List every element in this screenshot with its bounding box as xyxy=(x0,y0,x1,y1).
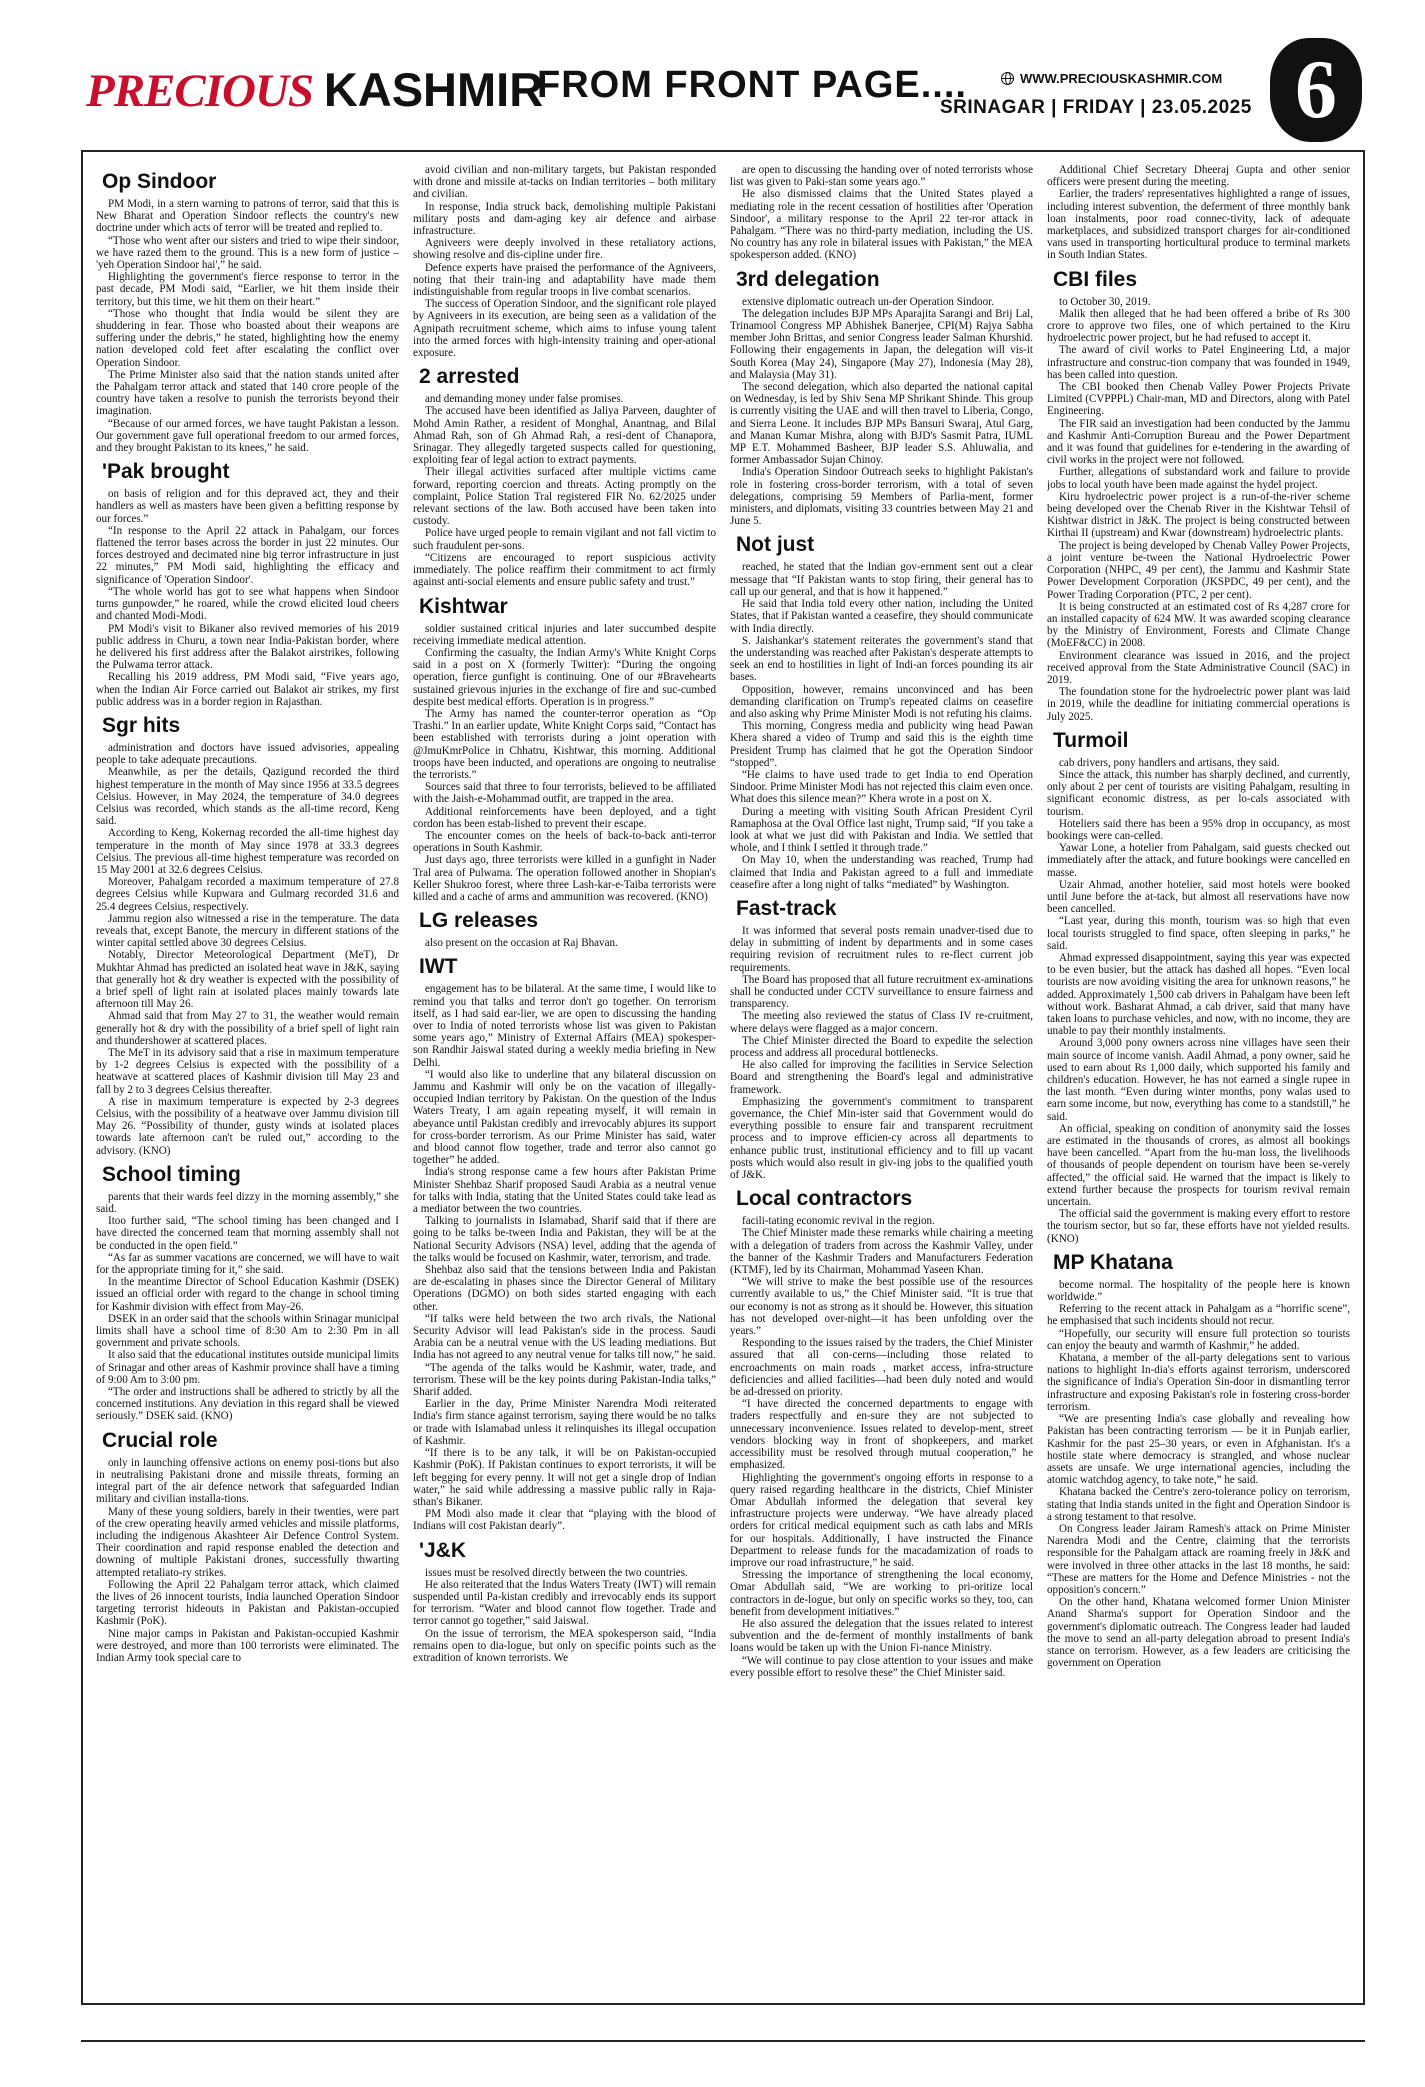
article-paragraph: S. Jaishankar's statement reiterates the government's stand that the understanding was reached after Pakistan's desperate attempts to seek an end to hostilities in light of Indi-an forces pounding its air bases. xyxy=(730,634,1033,684)
section-title: FROM FRONT PAGE.... xyxy=(537,64,967,106)
article-headline[interactable]: LG releases xyxy=(419,909,539,933)
website-url: WWW.PRECIOUSKASHMIR.COM xyxy=(1020,71,1223,86)
article-paragraph: Police have urged people to remain vigilant and not fall victim to such fraudulent per-sons. xyxy=(413,527,716,552)
article-paragraph: He also dismissed claims that the United States played a mediating role in the recent cessation of hostilities after 'Operation Sindoor', a military response to the April 22 ter-ror attack in Pahalgam. “There was no third-party mediation, including the US. No country has any role in bilateral issues with Pakistan,” the MEA spokesperson added. (KNO) xyxy=(730,188,1033,262)
article-paragraph: Talking to journalists in Islamabad, Sharif said that if there are going to be talks be-tween India and Pakistan, they will be at the National Security Advisors (NSA) level, adding that the agenda of the talks would be focused on Kashmir, water, terrorism, and trade. xyxy=(413,1215,716,1264)
article-paragraph: Yawar Lone, a hotelier from Pahalgam, said guests checked out immediately after the attack, and future bookings were cancelled en masse. xyxy=(1047,842,1350,879)
article-paragraph: On Congress leader Jairam Ramesh's attack on Prime Minister Narendra Modi and the Centre, claiming that the terrorists responsible for the Pahalgam attack are roaming freely in J&K and were involved in three other attacks in the last 18 months, he said: “These are matters for the Home and Defence Ministries - not the opposition's concern.” xyxy=(1047,1522,1350,1596)
article-paragraph: Ahmad said that from May 27 to 31, the weather would remain generally hot & dry with the possibility of a brief spell of light rain and thundershower at scattered places. xyxy=(96,1010,399,1047)
article-paragraph: Meanwhile, as per the details, Qazigund recorded the third highest temperature in the month of May since 1956 at 33.5 degrees Celsius. However, in May 2024, the temperature of 34.0 degrees Celsius was recorded, which stands as the all-time record, Keng said. xyxy=(96,766,399,828)
article-paragraph: Nine major camps in Pakistan and Pakistan-occupied Kashmir were destroyed, and more than 100 terrorists were eliminated. The Indian Army took special care to xyxy=(96,1627,399,1664)
article-paragraph: On May 10, when the understanding was reached, Trump had claimed that India and Pakistan agreed to a full and immediate ceasefire after a long night of talks “mediated” by Washington. xyxy=(730,854,1033,891)
article-paragraph: He also assured the delegation that the issues related to interest subvention and the de-ferment of monthly installments of bank loans would be taken up with the Union Fi-nance Ministry. xyxy=(730,1617,1033,1655)
article-headline[interactable]: Op Sindoor xyxy=(102,170,217,193)
article-paragraph: Just days ago, three terrorists were killed in a gunfight in Nader Tral area of Pulwama. The operation followed another in Shopian's Keller Shukroo forest, where three Lash-kar-e-Taiba terrorists were killed and a cache of arms and ammunition was recovered. (KNO) xyxy=(413,854,716,903)
article-headline[interactable]: Sgr hits xyxy=(102,713,181,737)
article-paragraph: “In response to the April 22 attack in Pahalgam, our forces flattened the terror bases across the border in just 22 minutes. Our forces destroyed and decimated nine big terror infrastructure in just 22 minutes,” PM Modi said, highlighting the efficacy and significance of 'Operation Sindoor'. xyxy=(96,524,399,586)
article-headline[interactable]: School timing xyxy=(102,1162,241,1186)
article-paragraph: Earlier, the traders' representatives highlighted a range of issues, including interest subvention, the deferment of three monthly bank loan instalments, poor road connec-tivity, lack of adequate marketplaces, and subsidized transport charges for air-conditioned vans used in transporting horticultural produce to terminal markets in South Indian States. xyxy=(1047,188,1350,262)
article-paragraph: The FIR said an investigation had been conducted by the Jammu and Kashmir Anti-Corruption Bureau and the Power Department and it was found that guidelines for e-tendering in the awarding of civil works in the project were not followed. xyxy=(1047,417,1350,467)
article-paragraph: Around 3,000 pony owners across nine villages have seen their main source of income vanish. Aadil Ahmad, a pony owner, said he used to earn about Rs 1,000 daily, which supported his family and children's education. However, he has not earned a single rupee in the last month. “Even during winter months, pony walas used to earn some income, but now, everything has come to a standstill,” he said. xyxy=(1047,1037,1350,1123)
article-paragraph: On the other hand, Khatana welcomed former Union Minister Anand Sharma's support for Operation Sindoor and the government's diplomatic outreach. The Congress leader had lauded the move to send an all-party delegation abroad to present India's stance on terrorism. However, as a few leaders are criticising the government on Operation xyxy=(1047,1596,1350,1670)
article-paragraph: issues must be resolved directly between the two countries. xyxy=(425,1566,688,1579)
article-paragraph: “Citizens are encouraged to report suspicious activity immediately. The police reaffirm their commitment to act firmly against anti-social elements and ensure public safety and trust.” xyxy=(413,551,716,589)
article-paragraph: facili-tating economic revival in the region. xyxy=(742,1215,935,1228)
article-paragraph: Itoo further said, “The school timing has been changed and I have directed the concerned team that morning assembly shall not be conducted in the open field.” xyxy=(96,1215,399,1252)
article-paragraph: “The agenda of the talks would be Kashmir, water, trade, and terrorism. These will be the key points during Pakistan-India talks,” Sharif added. xyxy=(413,1361,716,1399)
article-paragraph: Jammu region also witnessed a rise in the temperature. The data reveals that, except Banote, the mercury in different stations of the winter capital settled above 30 degrees Celsius. xyxy=(96,912,399,950)
logo-kashmir: KASHMIR xyxy=(323,63,544,116)
article-headline[interactable]: Fast-track xyxy=(736,896,837,920)
article-paragraph: Many of these young soldiers, barely in their twenties, were part of the crew operating heavily armed vehicles and missile platforms, including the indigenous Akashteer Air Defence Control System. Their coordination and rapid response enabled the detection and downing of multiple Pakistani drones, successfully thwarting attempted retaliato-ry strikes. xyxy=(96,1505,399,1579)
article-paragraph: Confirming the casualty, the Indian Army's White Knight Corps said in a post on X (formerly Twitter): “During the ongoing operation, fierce gunfight is continuing. One of our #Bravehearts sustained grievous injuries in the exchange of fire and suc-cumbed despite best medical efforts. Operation is in progress.” xyxy=(413,646,716,708)
article-paragraph: Environment clearance was issued in 2016, and the project received approval from the State Administrative Council (SAC) in 2019. xyxy=(1047,649,1350,686)
article-paragraph: avoid civilian and non-military targets, but Pakistan responded with drone and missile at-tacks on Indian territories – both military and civilian. xyxy=(413,164,716,201)
article-paragraph: DSEK in an order said that the schools within Srinagar municipal limits shall have a school time of 8:30 Am to 2:30 Pm in all government and private schools. xyxy=(96,1312,399,1350)
article-paragraph: cab drivers, pony handlers and artisans, they said. xyxy=(1059,756,1280,769)
article-paragraph: “Last year, during this month, tourism was so high that even local tourists struggled to find space, often sleeping in parks,” he said. xyxy=(1047,915,1350,952)
article-paragraph: The official said the government is making every effort to restore the tourism sector, but so far, these efforts have not yielded results. (KNO) xyxy=(1047,1208,1350,1245)
article-paragraph: Malik then alleged that he had been offered a bribe of Rs 300 crore to approve two files, one of which pertained to the Kiru hydroelectric power project, but he had refused to accept it. xyxy=(1047,307,1350,345)
article-headline[interactable]: Turmoil xyxy=(1053,728,1129,752)
article-paragraph: PM Modi also made it clear that “playing with the blood of Indians will cost Pakistan dearly”. xyxy=(413,1508,716,1533)
article-paragraph: PM Modi, in a stern warning to patrons of terror, said that this is New Bharat and Operation Sindoor reflects the country's new doctrine under which acts of terror will be treated and replied to. xyxy=(96,198,399,235)
article-headline[interactable]: 2 arrested xyxy=(419,365,520,389)
article-paragraph: Moreover, Pahalgam recorded a maximum temperature of 27.8 degrees Celsius while Kupwara and Gulmarg recorded 31.6 and 25.4 degrees Celsius, respectively. xyxy=(96,876,399,913)
article-paragraph: Following the April 22 Pahalgam terror attack, which claimed the lives of 26 innocent tourists, India launched Operation Sindoor targeting terrorist hideouts in Pakistan and Pakistan-occupied Kashmir (PoK). xyxy=(96,1578,399,1628)
article-paragraph: administration and doctors have issued advisories, appealing people to take adequate precautions. xyxy=(96,741,399,767)
article-headline[interactable]: Local contractors xyxy=(736,1187,913,1211)
article-headline[interactable]: CBI files xyxy=(1053,267,1138,291)
article-paragraph: on basis of religion and for this depraved act, they and their handlers as well as masters have been given a befitting response by our forces.” xyxy=(96,488,399,525)
column-3 xyxy=(730,164,1033,1994)
article-paragraph: “I have directed the concerned departments to engage with traders respectfully and en-sure they are not subjected to unnecessary inconvenience. Issues related to develop-ment, street vendors blocking way in front of shopkeepers, and market accessibility must be resolved through mutual cooperation,” he emphasized. xyxy=(730,1398,1033,1472)
article-paragraph: only in launching offensive actions on enemy posi-tions but also in neutralising Pakistani drone and missile threats, forming an integral part of the air defence network that safeguarded Indian military and civilian installa-tions. xyxy=(96,1456,399,1506)
article-columns xyxy=(96,164,1352,1994)
globe-icon xyxy=(1001,72,1014,85)
article-paragraph: The foundation stone for the hydroelectric power plant was laid in 2019, while the deadline for initiating commercial operations is July 2025. xyxy=(1047,686,1350,723)
website-link[interactable] xyxy=(1001,71,1222,86)
article-headline[interactable]: 'J&K xyxy=(419,1538,467,1562)
article-paragraph: “If there is to be any talk, it will be on Pakistan-occupied Kashmir (PoK). If Pakistan continues to export terrorists, it will be left begging for every penny. It will not get a single drop of Indian water,” he said while addressing a massive public rally in Raja-sthan's Bikaner. xyxy=(413,1447,716,1508)
article-headline[interactable]: IWT xyxy=(419,955,458,979)
article-paragraph: India's Operation Sindoor Outreach seeks to highlight Pakistan's role in fostering cross-border terrorism, with a total of seven delegations, comprising 59 Members of Parlia-ment, former ministers, and diplomats, visiting 33 countries between May 21 and June 5. xyxy=(730,466,1033,528)
article-paragraph: Recalling his 2019 address, PM Modi said, “Five years ago, when the Indian Air Force carried out Balakot air strikes, my first public address was in a border region in Rajasthan. xyxy=(96,671,399,708)
article-paragraph: During a meeting with visiting South African President Cyril Ramaphosa at the Oval Office last night, Trump said, “If you take a look at what we just did with Pakistan and India. We settled that whole, and I think I settled it through trade.” xyxy=(730,805,1033,855)
article-paragraph: The delegation includes BJP MPs Aparajita Sarangi and Brij Lal, Trinamool Congress MP Abhishek Banerjee, CPI(M) Rajya Sabha member John Brittas, and senior Congress leader Salman Khurshid. Following their engagements in Japan, the delegation will vis-it South Korea (May 24), Singapore (May 27), Indonesia (May 28), and Malaysia (May 31). xyxy=(730,307,1033,381)
article-paragraph: extensive diplomatic outreach un-der Operation Sindoor. xyxy=(742,295,995,308)
article-paragraph: An official, speaking on condition of anonymity said the losses are estimated in the thousands of crores, as almost all bookings have been cancelled. “Apart from the hu-man loss, the livelihoods of thousands of people dependent on tourism have been se-verely affected,” the official said. He warned that the impact is likely to extend further because the prospects for tourism revival remain uncertain. xyxy=(1047,1122,1350,1209)
article-paragraph: “As far as summer vacations are concerned, we will have to wait for the appropriate timing for it,” she said. xyxy=(96,1251,399,1277)
article-paragraph: A rise in maximum temperature is expected by 2-3 degrees Celsius, with the possibility of a heatwave over Jammu division till May 26. “Possibility of thunder, gusty winds at isolated places towards late afternoon can't be ruled out,” according to the advisory. (KNO) xyxy=(96,1095,399,1157)
article-paragraph: Hoteliers said there has been a 95% drop in occupancy, as most bookings were can-celled. xyxy=(1047,817,1350,842)
dateline: SRINAGAR | FRIDAY | 23.05.2025 xyxy=(940,97,1252,118)
article-paragraph: “The order and instructions shall be adhered to strictly by all the concerned institutions. Any deviation in this regard shall be viewed seriously.” DSEK said. (KNO) xyxy=(96,1386,399,1423)
article-paragraph: Earlier in the day, Prime Minister Narendra Modi reiterated India's firm stance against terrorism, saying there would be no talks or trade with Islamabad unless it relinquishes its illegal occupation of Kashmir. xyxy=(413,1398,716,1447)
article-paragraph: Emphasizing the government's commitment to transparent governance, the Chief Min-ister said that Government would do everything possible to ensure fair and transparent recruitment process and to improve efficien-cy across all departments to enhance public trust, institutional efficiency and to fill up vacant posts which would also result in giv-ing jobs to the qualified youth of J&K. xyxy=(730,1095,1033,1182)
article-paragraph: The CBI booked then Chenab Valley Power Projects Private Limited (CVPPPL) Chair-man, MD and Directors, along with Patel Engineering. xyxy=(1047,381,1350,418)
article-paragraph: The Board has proposed that all future recruitment ex-aminations shall be conducted under CCTV surveillance to ensure fairness and transparency. xyxy=(730,973,1033,1011)
article-paragraph: The Chief Minister directed the Board to expedite the selection process and address all procedural bottlenecks. xyxy=(730,1034,1033,1059)
article-paragraph: “We are presenting India's case globally and revealing how Pakistan has been contracting terrorism — be it in Punjab earlier, Kashmir for the past 25–30 years, or even in Afghanistan. It's a hostile state where democracy is strangled, and whose nuclear assets are unsafe. We urge international agencies, including the atomic watchdog agency, to take note,” he said. xyxy=(1047,1413,1350,1487)
article-paragraph: Sources said that three to four terrorists, believed to be affiliated with the Jaish-e-Mohammad outfit, are trapped in the area. xyxy=(413,781,716,806)
logo-precious: PRECIOUS xyxy=(86,65,314,117)
article-paragraph: It is being constructed at an estimated cost of Rs 4,287 crore for an installed capacity of 624 MW. It was awarded scoping clearance by the Ministry of Environment, Forests and Climate Change (MoEF&CC) in 2008. xyxy=(1047,600,1350,650)
article-paragraph: “Those who thought that India would be silent they are shuddering in fear. Those who boasted about their weapons are suffering under the debris,” he stated, highlighting how the enemy nation developed cold feet after escalating the conflict over Operation Sindoor. xyxy=(96,307,399,369)
article-paragraph: The accused have been identified as Jaliya Parveen, daughter of Mohd Amin Rather, a resident of Monghal, Anantnag, and Bilal Ahmad Rah, son of Gh Ahmad Rah, a resi-dent of Chanapora, Srinagar. They allegedly targeted suspects called for questioning, exploiting fear of legal action to extract payments. xyxy=(413,405,716,467)
article-paragraph: also present on the occasion at Raj Bhavan. xyxy=(425,937,618,950)
article-paragraph: Ahmad expressed disappointment, saying this year was expected to be even busier, but the attack has dashed all hopes. “Even local tourists are now avoiding visiting the area for unknown reasons,” he added. Approximately 1,500 cab drivers in Pahalgam have been left without work. Basharat Ahmad, a cab driver, said that many have taken loans to purchase vehicles, and now, with no income, they are unable to pay their monthly instalments. xyxy=(1047,951,1350,1038)
article-paragraph: “Because of our armed forces, we have taught Pakistan a lesson. Our government gave full operational freedom to our armed forces, and they brought Pakistan to its knees,” he said. xyxy=(96,417,399,455)
article-headline[interactable]: MP Khatana xyxy=(1053,1250,1173,1274)
article-paragraph: Defence experts have praised the performance of the Agniveers, noting that their train-ing and adaptability have made them indistinguishable from regular troops in live combat scenarios. xyxy=(413,261,716,299)
article-paragraph: are open to discussing the handing over of noted terrorists whose list was given to Paki-stan some years ago.” xyxy=(730,164,1033,189)
article-paragraph: to October 30, 2019. xyxy=(1059,295,1151,308)
article-paragraph: Their illegal activities surfaced after multiple victims came forward, reporting coercion and threats. Acting promptly on the complaint, Police Station Tral registered FIR No. 62/2025 under relevant sections of the law. Both accused have been taken into custody. xyxy=(413,466,716,528)
article-paragraph: PM Modi's visit to Bikaner also revived memories of his 2019 public address in Churu, a town near India-Pakistan border, where he delivered his first address after the Balakot airstrikes, following the Pulwama terror attack. xyxy=(96,622,399,672)
article-paragraph: The award of civil works to Patel Engineering Ltd, a major infrastructure and construc-tion company that was founded in 1949, has been called into question. xyxy=(1047,344,1350,381)
article-paragraph: Highlighting the government's fierce response to terror in the past decade, PM Modi said, “Earlier, we hit them inside their territory, but this time, we hit them on their heart.” xyxy=(96,271,399,308)
article-paragraph: The meeting also reviewed the status of Class IV re-cruitment, where delays were flagged as a major concern. xyxy=(730,1010,1033,1035)
article-paragraph: parents that their wards feel dizzy in the morning assembly,” she said. xyxy=(96,1190,399,1216)
article-headline[interactable]: Kishtwar xyxy=(419,594,508,618)
article-paragraph: It also said that the educational institutes outside municipal limits of Srinagar and other areas of Kashmir province shall have a timing of 9:00 Am to 3:00 pm. xyxy=(96,1349,399,1386)
article-paragraph: and demanding money under false promises. xyxy=(425,393,624,406)
article-paragraph: He also reiterated that the Indus Waters Treaty (IWT) will remain suspended until Pa-kistan credibly and irrevocably ends its support for terrorism. “Water and blood cannot flow together. Trade and terror cannot go together,” said Jaiswal. xyxy=(413,1578,716,1628)
article-paragraph: According to Keng, Kokernag recorded the all-time highest day temperature in the month of May since 1978 at 33.3 degrees Celsius. The previous all-time highest temperature was recorded on 15 May 2001 at 32.6 degrees Celsius. xyxy=(96,827,399,876)
newspaper-logo[interactable] xyxy=(86,62,543,118)
article-paragraph: Referring to the recent attack in Pahalgam as a “horrific scene”, he emphasised that such incidents should not recur. xyxy=(1047,1303,1350,1328)
article-paragraph: Shehbaz also said that the tensions between India and Pakistan are de-escalating in phases since the Director General of Military Operations (DGMO) on both sides started engaging with each other. xyxy=(413,1264,716,1313)
article-paragraph: It was informed that several posts remain unadver-tised due to delay in submitting of indent by departments and in some cases requiring revision of recruitment rules to re-flect current job requirements. xyxy=(730,924,1033,974)
article-paragraph: The encounter comes on the heels of back-to-back anti-terror operations in South Kashmir. xyxy=(413,829,716,855)
bottom-rule xyxy=(81,2040,1365,2042)
article-paragraph: Notably, Director Meteorological Department (MeT), Dr Mukhtar Ahmad has predicted an isolated heat wave in J&K, saying that generally hot & dry weather is expected with the possibility of a brief spell of light rain at isolated places mainly towards late afternoon till May 26. xyxy=(96,949,399,1011)
article-paragraph: Additional Chief Secretary Dheeraj Gupta and other senior officers were present during the meeting. xyxy=(1047,164,1350,189)
article-paragraph: Opposition, however, remains unconvinced and has been demanding clarification on Trump's repeated claims on ceasefire and also asking why Prime Minister Modi is not refuting his claims. xyxy=(730,683,1033,720)
article-paragraph: Highlighting the government's ongoing efforts in response to a query raised regarding healthcare in the districts, Chief Minister Omar Abdullah informed the delegation that several key infrastructure projects were underway. “We have already placed orders for critical medical equipment such as cath labs and MRIs for our hospitals. Additionally, I have instructed the Finance Department to release funds for the macadamization of roads to improve our road infrastructure,” he said. xyxy=(730,1471,1033,1569)
article-paragraph: “If talks were held between the two arch rivals, the National Security Advisor will lead Pakistan's side in the process. Saudi Arabia can be a neutral venue with the US leading mediations. But India has not agreed to any neutral venue for talks till now,” he said. xyxy=(413,1312,716,1362)
article-paragraph: engagement has to be bilateral. At the same time, I would like to remind you that talks and terror don't go together. On terrorism itself, as I had said ear-lier, we are open to discussing the handing over to India of noted terrorists whose list was given to Pakistan some years ago,” Ministry of External Affairs (MEA) spokesper-son Randhir Jaiswal stated during a weekly media briefing in New Delhi. xyxy=(413,983,716,1069)
column-4 xyxy=(1047,164,1350,1994)
article-paragraph: “The whole world has got to see what happens when Sindoor turns gunpowder,” he roared, while the crowd elicited loud cheers and chanted Modi-Modi. xyxy=(96,585,399,623)
article-paragraph: Kiru hydroelectric power project is a run-of-the-river scheme being developed over the Chenab River in the Kishtwar Tehsil of Kishtwar district in J&K. The project is being constructed between Kirthai II (upstream) and Kwar (downstream) hydroelectric plants. xyxy=(1047,490,1350,540)
article-paragraph: soldier sustained critical injuries and later succumbed despite receiving immediate medical attention. xyxy=(413,622,716,647)
article-paragraph: Since the attack, this number has sharply declined, and currently, only about 2 per cent of tourists are visiting Pahalgam, resulting in significant economic distress, as per lo-cals associated with tourism. xyxy=(1047,768,1350,818)
column-1 xyxy=(96,164,399,1994)
article-paragraph: The Chief Minister made these remarks while chairing a meeting with a delegation of traders from across the Kashmir Valley, under the banner of the Kashmir Traders and Manufacturers Federation (KTMF), led by its Chairman, Mohammad Yaseen Khan. xyxy=(730,1227,1033,1277)
article-paragraph: The Army has named the counter-terror operation as “Op Trashi.” In an earlier update, White Knight Corps said, “Contact has been established with terrorists during a joint operation with @JmuKmrPolice in Chhatru, Kishtwar, this morning. Additional troops have been inducted, and operations are ongoing to neutralise the terrorists.” xyxy=(413,707,716,781)
article-paragraph: He said that India told every other nation, including the United States, that if Pakistan wanted a ceasefire, they should communicate with India directly. xyxy=(730,598,1033,635)
article-paragraph: The MeT in its advisory said that a rise in maximum temperature by 1-2 degrees Celsius is expected with the possibility of a heatwave at scattered places of Kashmir division till May 23 and fall by 2 to 3 degrees Celsius thereafter. xyxy=(96,1047,399,1096)
article-paragraph: In response, India struck back, demolishing multiple Pakistani military posts and dam-aging key air defence and airbase infrastructure. xyxy=(413,200,716,238)
column-2 xyxy=(413,164,716,1994)
article-paragraph: In the meantime Director of School Education Kashmir (DSEK) issued an official order with regard to the change in school timing for Kashmir division with effect from May-26. xyxy=(96,1276,399,1313)
article-paragraph: The Prime Minister also said that the nation stands united after the Pahalgam terror attack and stated that 140 crore people of the country have taken a resolve to punish the terrorists beyond their imagination. xyxy=(96,368,399,418)
article-paragraph: Agniveers were deeply involved in these retaliatory actions, showing resolve and dis-cipline under fire. xyxy=(413,237,716,262)
article-paragraph: “We will continue to pay close attention to your issues and make every possible effort to resolve these” the Chief Minister said. xyxy=(730,1654,1033,1679)
article-paragraph: “Those who went after our sisters and tried to wipe their sindoor, we have razed them to the ground. This is a new form of justice – 'yeh Operation Sindoor hai',” he said. xyxy=(96,234,399,272)
article-paragraph: Responding to the issues raised by the traders, the Chief Minister assured that all con-cerns—including those related to encroachments on main roads , market access, infra-structure deficiencies and allied facilities—had been duly noted and would be ad-dressed on priority. xyxy=(730,1337,1033,1399)
article-headline[interactable]: 'Pak brought xyxy=(102,460,230,484)
page-number: 6 xyxy=(1270,38,1362,142)
article-paragraph: Further, allegations of substandard work and failure to provide jobs to local youth have been made against the hydel project. xyxy=(1047,466,1350,491)
article-paragraph: India's strong response came a few hours after Pakistan Prime Minister Shehbaz Sharif proposed Saudi Arabia as a neutral venue for talks with India, stating that the United States could take lead as a mediator between the two countries. xyxy=(413,1166,716,1216)
article-paragraph: become normal. The hospitality of the people here is known worldwide.” xyxy=(1047,1278,1350,1304)
masthead xyxy=(0,0,1425,150)
article-paragraph: “He claims to have used trade to get India to end Operation Sindoor. Prime Minister Modi has not rejected this claim even once. What does this silence mean?” Khera wrote in a post on X. xyxy=(730,768,1033,806)
article-headline[interactable]: 3rd delegation xyxy=(736,267,880,291)
article-paragraph: reached, he stated that the Indian gov-ernment sent out a clear message that “If Pakistan wants to stop firing, their general has to call up our general, and that is how it happened.” xyxy=(730,561,1033,598)
article-paragraph: “Hopefully, our security will ensure full protection so tourists can enjoy the beauty and warmth of Kashmir,” he added. xyxy=(1047,1327,1350,1352)
article-paragraph: The success of Operation Sindoor, and the significant role played by Agniveers in its execution, are being seen as a validation of the Agnipath recruitment scheme, which aims to infuse young talent into the armed forces with high-intensity training and oper-ational exposure. xyxy=(413,298,716,360)
article-paragraph: Additional reinforcements have been deployed, and a tight cordon has been estab-lished to prevent their escape. xyxy=(413,805,716,830)
article-paragraph: This morning, Congress media and publicity wing head Pawan Khera shared a video of Trump and said this is the eighth time President Trump has claimed that he got the Operation Sindoor “stopped”. xyxy=(730,720,1033,769)
article-paragraph: The second delegation, which also departed the national capital on Wednesday, is led by Shiv Sena MP Shrikant Shinde. This group is currently visiting the UAE and will then travel to Liberia, Congo, and Sierra Leone. It includes BJP MPs Bansuri Swaraj, Atul Garg, and Manan Kumar Mishra, along with BJD's Sasmit Patra, IUML MP E.T. Mohammed Basheer, BJP leader S.S. Ahluwalia, and former Ambassador Sujan Chinoy. xyxy=(730,381,1033,467)
article-paragraph: Uzair Ahmad, another hotelier, said most hotels were booked until June before the at-tack, but almost all reservations have now been cancelled. xyxy=(1047,878,1350,916)
article-paragraph: The project is being developed by Chenab Valley Power Projects, a joint venture be-tween the National Hydroelectric Power Corporation (NHPC, 49 per cent), the Jammu and Kashmir State Power Development Corporation (JKSPDC, 49 per cent), and the Power Trading Corporation (PTC, 2 per cent). xyxy=(1047,539,1350,601)
article-paragraph: Khatana backed the Centre's zero-tolerance policy on terrorism, stating that India stands united in the fight and Operation Sindoor is a strong testament to that resolve. xyxy=(1047,1486,1350,1523)
article-paragraph: Khatana, a member of the all-party delegations sent to various nations to highlight In-dia's efforts against terrorism, underscored the significance of India's Operation Sin-door in dismantling terror infrastructure and exposing Pakistan's role in fostering cross-border terrorism. xyxy=(1047,1352,1350,1413)
article-paragraph: Stressing the importance of strengthening the local economy, Omar Abdullah said, “We are working to pri-oritize local contractors in de-logue, but only on specific works so they, too, can benefit from development initiatives.” xyxy=(730,1569,1033,1618)
article-paragraph: “I would also like to underline that any bilateral discussion on Jammu and Kashmir will only be on the vacation of illegally-occupied Indian territory by Pakistan. On the question of the Indus Waters Treaty, I am again repeating myself, it will remain in abeyance until Pakistan credibly and irrevocably abjures its support for cross-border terrorism. As our Prime Minister has said, water and blood cannot flow together, trade and terror also cannot go together” he added. xyxy=(413,1068,716,1167)
article-headline[interactable]: Not just xyxy=(736,533,815,557)
article-headline[interactable]: Crucial role xyxy=(102,1428,218,1452)
article-paragraph: He also called for improving the facilities in Service Selection Board and strengthening the Board's legal and administrative framework. xyxy=(730,1059,1033,1096)
article-paragraph: On the issue of terrorism, the MEA spokesperson said, “India remains open to dia-logue, but only on specific points such as the extradition of known terrorists. We xyxy=(413,1627,716,1664)
article-paragraph: “We will strive to make the best possible use of the resources currently available to us,” the Chief Minister said. “It is true that our economy is not as strong as it should be. However, this situation has not developed over-night—it has been unfolding over the years.” xyxy=(730,1276,1033,1338)
